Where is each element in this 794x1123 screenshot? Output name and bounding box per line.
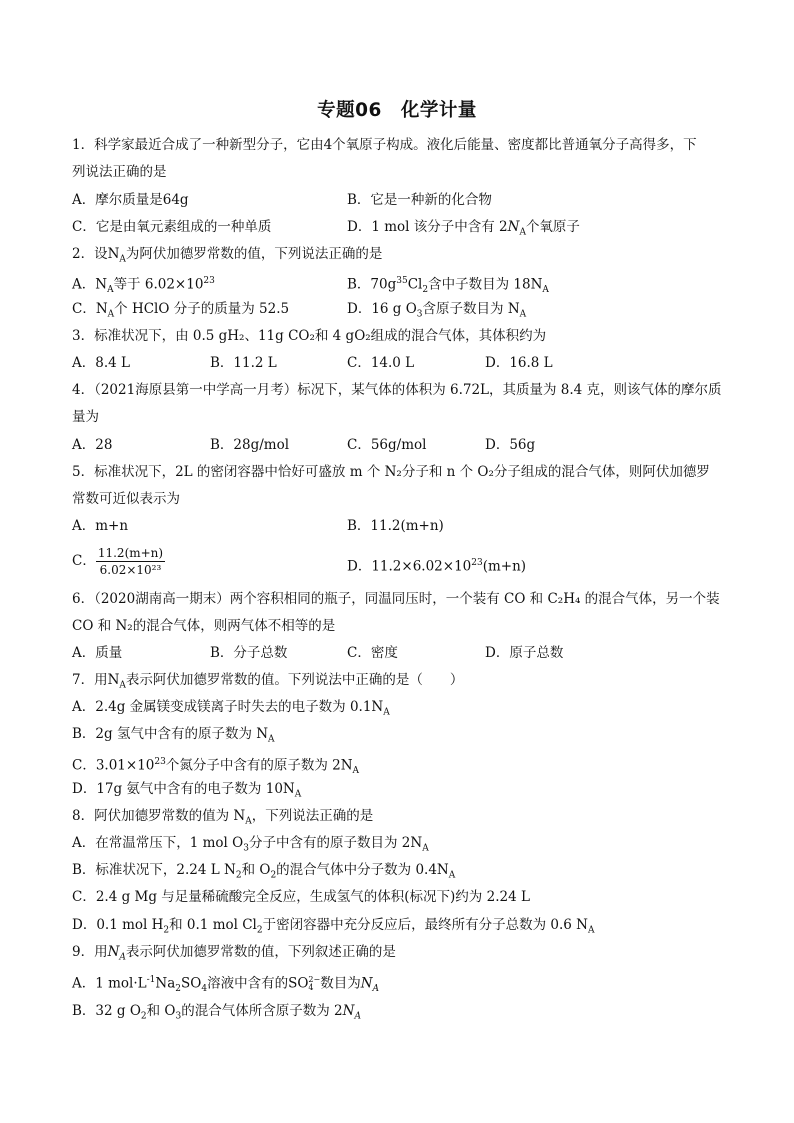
q3-option-c: C．14.0 L xyxy=(347,355,415,371)
q1-option-a: A．摩尔质量是64g xyxy=(72,192,189,208)
q8-option-b: B．标准状况下，2.24 L $N_2$和 $O_2$的混合气体中分子数为 $0.4N_A$ xyxy=(72,862,456,881)
q4-option-b: B．28g/mol xyxy=(210,437,290,453)
q6-option-b: B．分子总数 xyxy=(210,645,288,661)
q6-stem-line1: 6．（2020湖南高一期末）两个容积相同的瓶子，同温同压时，一个装有 CO 和 C₂H₄ 的混合气体，另一个装 xyxy=(72,591,720,607)
q5-stem-line1: 5．标准状况下，2L 的密闭容器中恰好可盛放 m 个 N₂分子和 n 个 O₂分子组成的混合气体，则阿伏加德罗 xyxy=(72,464,710,480)
q7-option-b: B．2g 氢气中含有的原子数为 $N_A$ xyxy=(72,726,275,745)
q6-option-c: C．密度 xyxy=(347,645,398,661)
q9-option-b: B．32 g $O_2$和 $O_3$的混合气体所含原子数为 $2N_A$ xyxy=(72,1003,361,1022)
q3-option-a: A．8.4 L xyxy=(72,355,130,371)
q6-option-a: A．质量 xyxy=(72,645,123,661)
page-title: 专题06 化学计量 xyxy=(317,100,477,121)
q3-stem: 3．标准状况下，由 0.5 gH₂、11g CO₂和 4 gO₂组成的混合气体，其体积约为 xyxy=(72,328,547,344)
q8-stem: 8．阿伏加德罗常数的值为 $N_A$，下列说法正确的是 xyxy=(72,808,374,827)
q3-option-b: B．11.2 L xyxy=(210,355,277,371)
q2-option-d: D．16 g $O_3$含原子数目为 $N_A$ xyxy=(347,301,527,320)
q5-option-a: A．m+n xyxy=(72,518,129,534)
q5-stem-line2: 常数可近似表示为 xyxy=(72,491,180,507)
q4-stem-line1: 4．（2021海原县第一中学高一月考）标况下，某气体的体积为 6.72L，其质量为 8.4 克，则该气体的摩尔质 xyxy=(72,382,722,398)
q2-option-a: A．$N_A$等于 $6.02\times 10^{23}$ xyxy=(72,276,215,296)
q9-option-a: A．1 $mol\cdot L^{-1}Na_2SO_4$溶液中含有的SO 2− 4 数目为$N_A$ xyxy=(72,975,380,995)
q8-option-c: C．2.4 g Mg 与足量稀硫酸完全反应，生成氢气的体积(标况下)约为 2.24 L xyxy=(72,889,530,905)
q7-option-d: D．17g 氨气中含有的电子数为 $10N_A$ xyxy=(72,781,302,800)
q7-option-a: A．2.4g 金属镁变成镁离子时失去的电子数为 $0.1N_A$ xyxy=(72,699,390,718)
q2-stem: 2．设$N_A$为阿伏加德罗常数的值，下列说法正确的是 xyxy=(72,246,383,265)
q5-option-d: D．$11.2\times 6.02\times 10^{23}(m+n)$ xyxy=(347,558,527,575)
q1-stem-line2: 列说法正确的是 xyxy=(72,164,167,180)
q1-stem-line1: 1．科学家最近合成了一种新型分子，它由4个氧原子构成。液化后能量、密度都比普通氧分子高得多，下 xyxy=(72,137,697,153)
q5-option-b: B．11.2(m+n) xyxy=(347,518,444,534)
q3-option-d: D．16.8 L xyxy=(485,355,553,371)
q8-option-a: A．在常温常压下，1 mol $O_3$分子中含有的原子数目为 $2N_A$ xyxy=(72,835,429,854)
q8-option-d: D．0.1 mol $H_2$和 0.1 mol $Cl_2$于密闭容器中充分反应后，最终所有分子总数为 0.6 $N_A$ xyxy=(72,917,595,936)
q6-stem-line2: CO 和 N₂的混合气体，则两气体不相等的是 xyxy=(72,618,336,634)
q1-option-d: D．1 mol 该分子中含有 $2N_A$个氧原子 xyxy=(347,219,580,238)
q4-stem-line2: 量为 xyxy=(72,409,99,425)
q7-stem: 7．用$N_A$表示阿伏加德罗常数的值。下列说法中正确的是（ ） xyxy=(72,672,464,691)
q1-option-b: B．它是一种新的化合物 xyxy=(347,192,492,208)
q5-option-c-fraction: $\frac{11.2(m+n)}{\text{6.02×10²³}}$ xyxy=(97,546,164,577)
q5-option-c: C． $\frac{11.2(m+n)}{\text{6.02×10²³}}$ xyxy=(72,546,164,577)
q4-option-c: C．56g/mol xyxy=(347,437,427,453)
q2-option-c: C．$N_A$个 HClO 分子的质量为 52.5 xyxy=(72,301,290,320)
q4-option-a: A．28 xyxy=(72,437,113,453)
q6-option-d: D．原子总数 xyxy=(485,645,564,661)
q1-option-c: C．它是由氧元素组成的一种单质 xyxy=(72,219,272,235)
q2-option-b: B．$70g^{35}Cl_2$含中子数目为 $18N_A$ xyxy=(347,276,549,296)
q7-option-c: C．$3.01\times 10^{23}$个氮分子中含有的原子数为 $2N_A$ xyxy=(72,757,360,777)
q4-option-d: D．56g xyxy=(485,437,536,453)
q9-stem: 9．用$N_A$表示阿伏加德罗常数的值，下列叙述正确的是 xyxy=(72,944,396,963)
